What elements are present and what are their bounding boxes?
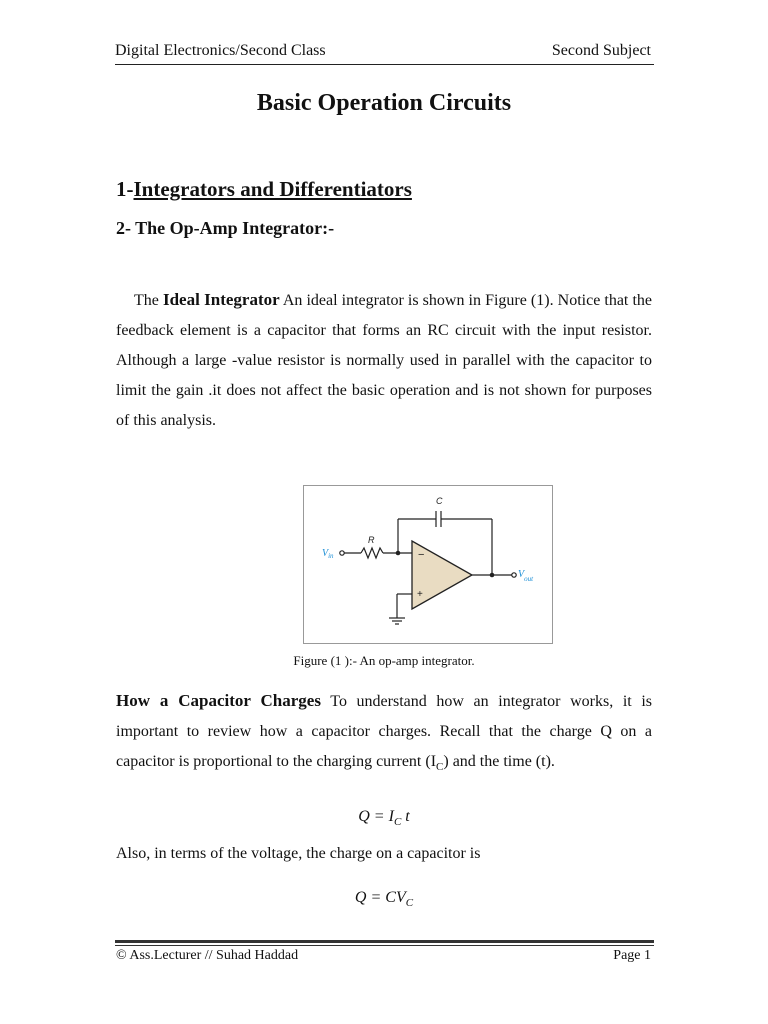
output-node — [490, 573, 495, 578]
section-heading-1 — [116, 177, 412, 202]
vin-terminal — [340, 551, 344, 555]
paragraph-prefix: The — [134, 292, 159, 309]
section-heading-text: Integrators and Differentiators — [133, 177, 412, 201]
page-title: Basic Operation Circuits — [256, 90, 512, 116]
equation-charge-current: $Q = I_C$ t — [358, 808, 410, 829]
inverting-node — [396, 551, 401, 556]
footer-divider-thick — [115, 940, 654, 943]
term-capacitor-charges: How a Capacitor Charges — [116, 691, 321, 710]
footer-divider-thin — [115, 945, 654, 946]
figure-op-amp-integrator — [303, 485, 553, 644]
section-number: 1- — [116, 177, 134, 201]
noninverting-sign: + — [417, 589, 423, 600]
label-vin: $V_{in}$ — [322, 548, 334, 560]
term-ideal-integrator: Ideal Integrator — [162, 290, 280, 309]
resistor-symbol — [361, 548, 383, 558]
header-subject: Second Subject — [551, 42, 651, 59]
figure-caption: Figure (1 ):- An op-amp integrator. — [293, 653, 475, 668]
equation-charge-voltage: $Q = CV_C$ — [354, 889, 414, 910]
header-course-title: Digital Electronics/Second Class — [115, 42, 326, 59]
circuit-diagram — [304, 486, 552, 643]
paragraph-capacitor-charges: How a Capacitor Charges To understand how an integrator works, it is important to review how a capacitor charges. Recall that the charge Q on a capacitor is proportional to the charging current $(I_C)$ and the time (t). — [116, 691, 653, 774]
header-divider — [115, 64, 654, 65]
inverting-sign: − — [418, 549, 425, 561]
label-resistor: R — [368, 535, 375, 545]
section-heading-2: 2- The Op-Amp Integrator:- — [116, 218, 335, 238]
paragraph-body: An ideal integrator is shown in Figure (1). Notice that the feedback element is a capacitor that forms an RC circuit with the input resistor. Although a large -value resistor is normally used in parallel with the capacitor to limit the gain .it does not affect the basic operation and is not shown for purposes of this analysis. — [116, 292, 652, 429]
paragraph-ideal-integrator — [116, 285, 652, 436]
label-capacitor: C — [436, 496, 443, 506]
footer-page-number: Page 1 — [613, 948, 651, 963]
footer-author: © Ass.Lecturer // Suhad Haddad — [116, 948, 299, 963]
paragraph-voltage-charge: Also, in terms of the voltage, the charge on a capacitor is — [116, 845, 481, 862]
label-vout: $V_{out}$ — [518, 569, 534, 583]
vout-terminal — [512, 573, 516, 577]
